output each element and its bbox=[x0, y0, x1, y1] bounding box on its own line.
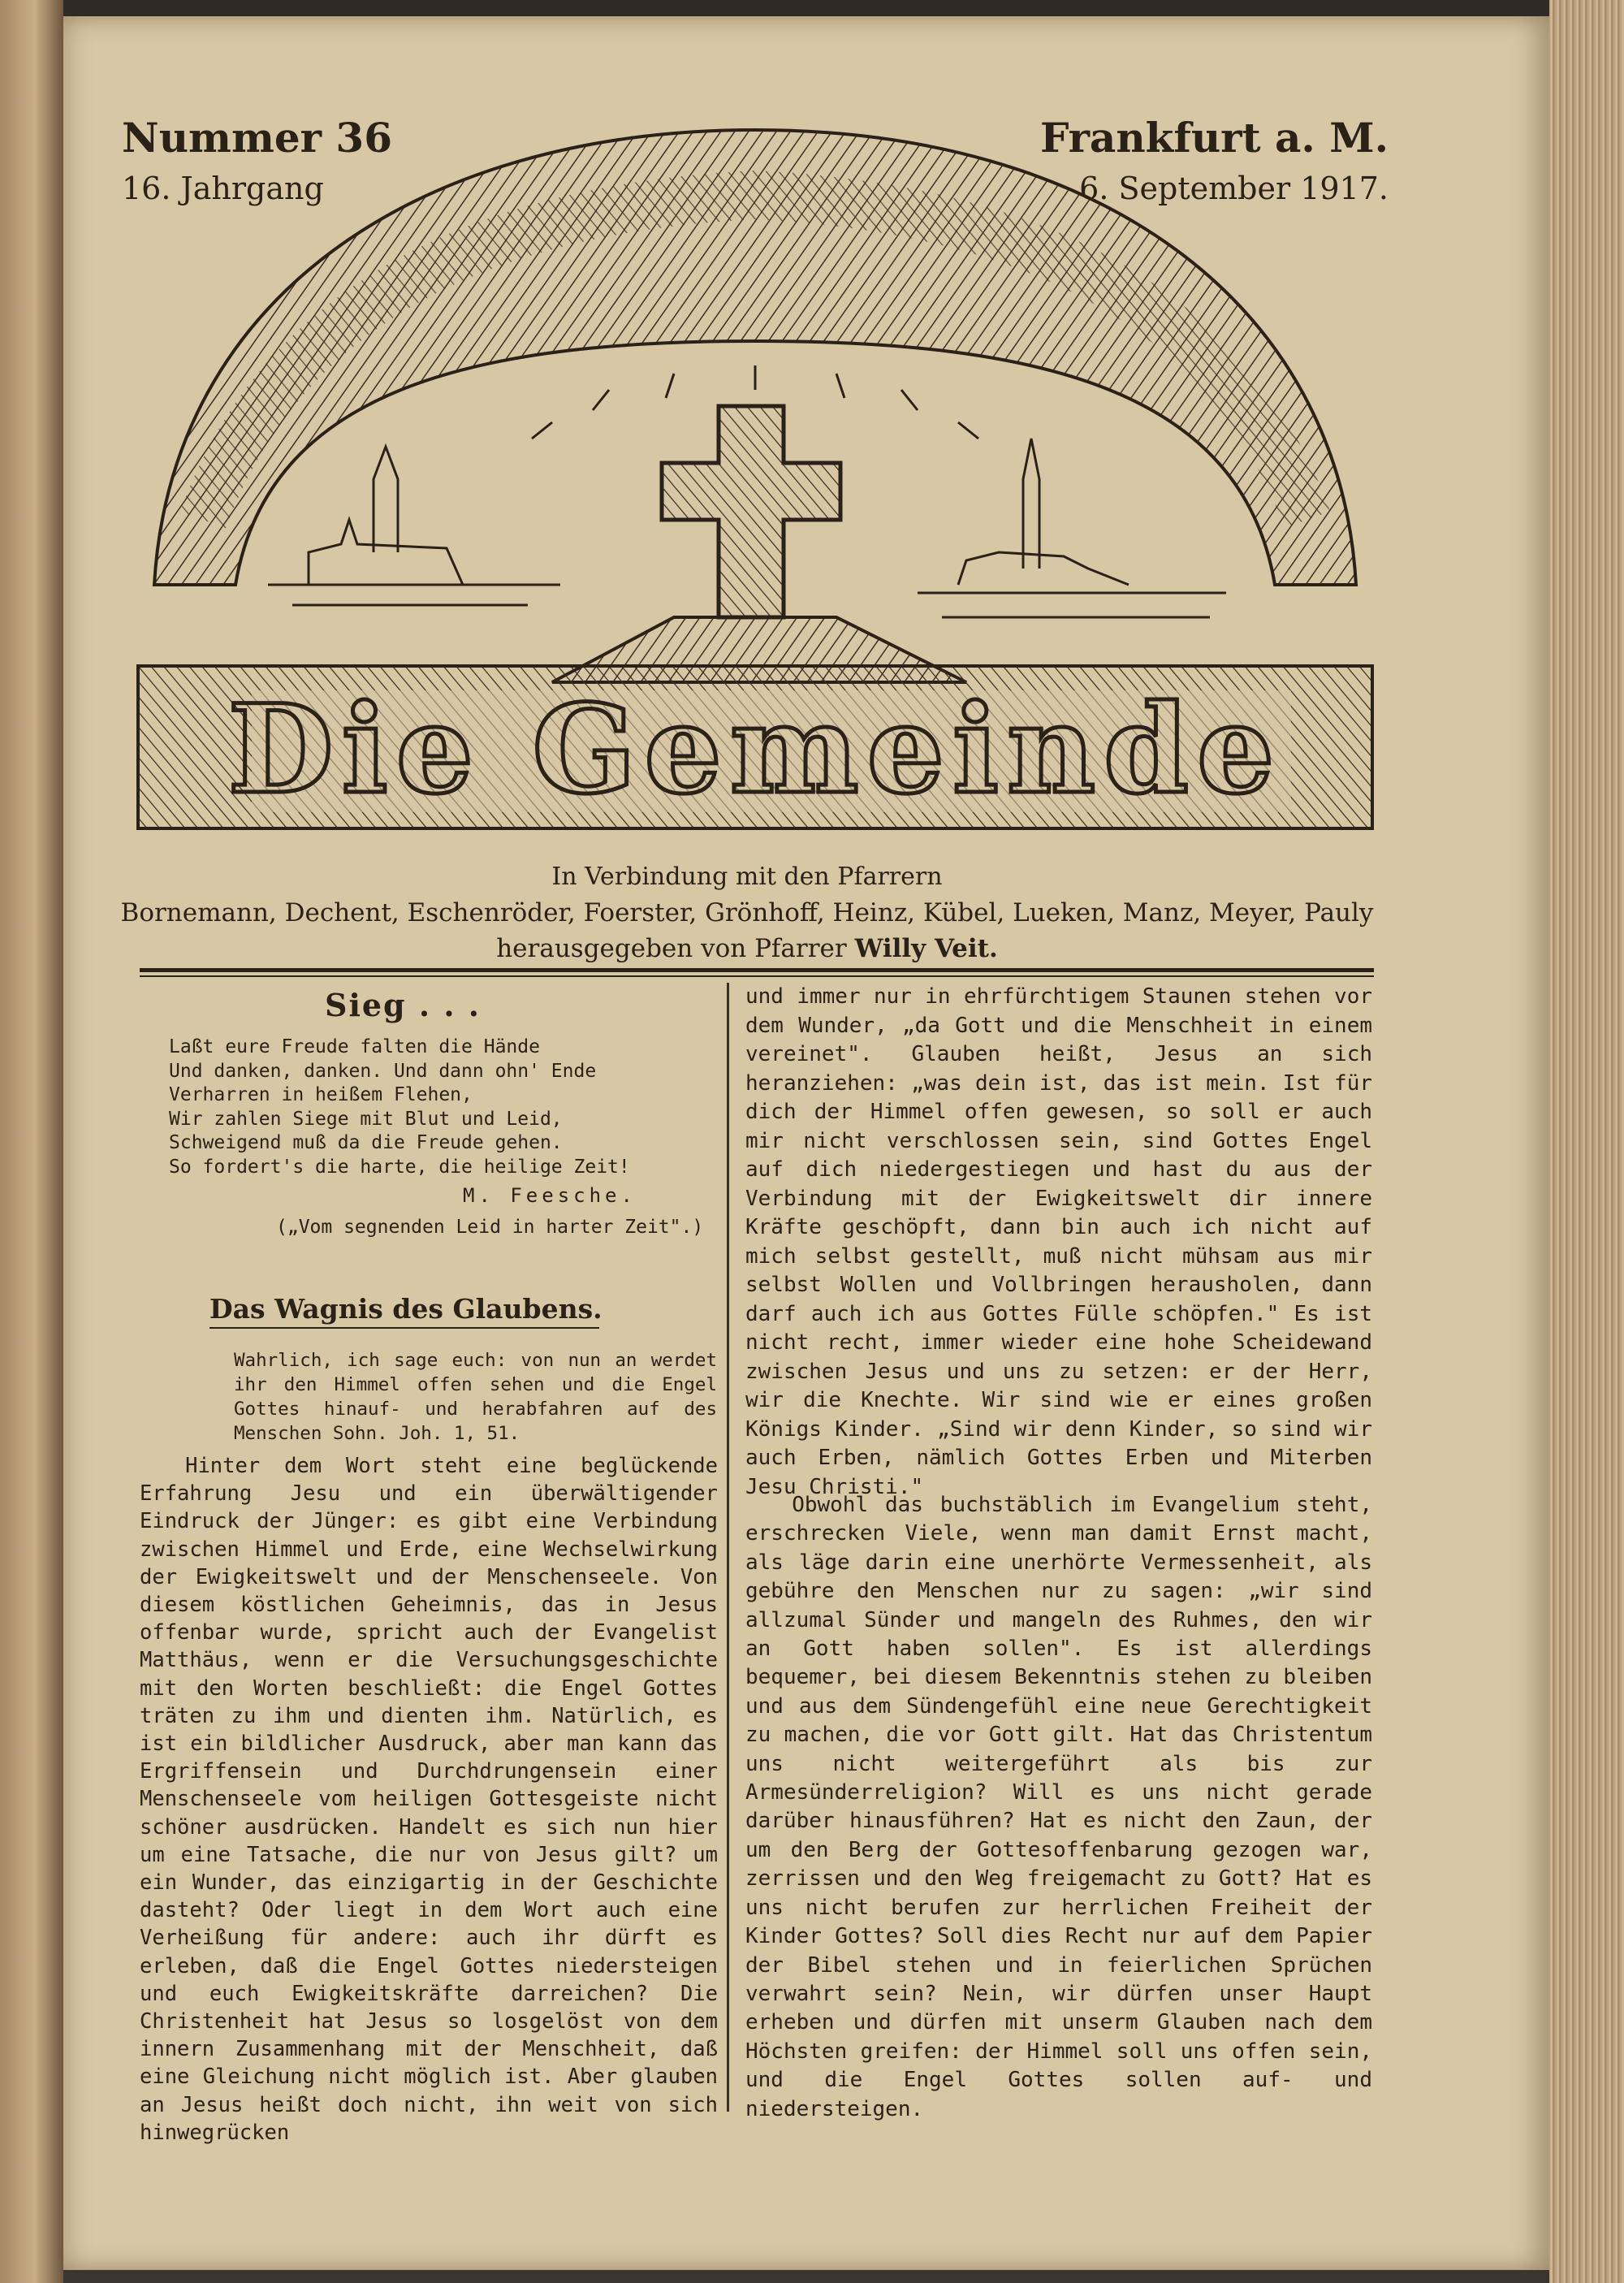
issue-number: Nummer 36 bbox=[122, 114, 393, 162]
city-skyline-right bbox=[918, 439, 1226, 617]
credits-editor-name: Willy Veit. bbox=[854, 934, 998, 963]
poem-title: Sieg . . . bbox=[325, 987, 482, 1023]
article-body-right-2: Obwohl das buchstäblich im Evangelium steht, erschrecken Viele, wenn man damit Ernst macht, als läge darin eine unerhörte Vermessenheit, als gebühre den Menschen nur zu sagen: „wir sind allzumal Sünder und mangeln des Ruhmes, den wir an Gott haben sollen". Es ist allerdings bequemer, bei diesem Bekenntnis stehen zu bleiben und aus dem Sündengefühl eine neue Gerechtigkeit zu machen, die vor Gott gilt. Hat das Christentum uns nicht weitergeführt als bis zur Armesünderreligion? Will es uns nicht gerade darüber hinausführen? Hat es nicht den Zaun, der um den Berg der Gottesoffenbarung gezogen war, zerrissen und den Weg freigemacht zu Gott? Hat es uns nicht berufen zur herrlichen Freiheit der Kinder Gottes? Soll dies Recht nur auf dem Papier der Bibel stehen und in feierlichen Sprüchen verwahrt sein? Nein, wir dürfen unser Haupt erheben und dürfen mit unserm Glauben nach dem Höchsten greifen: der Himmel soll uns offen sein, und die Engel Gottes sollen auf- und niedersteigen. bbox=[745, 1493, 1372, 2121]
header-rule-thin bbox=[140, 975, 1374, 977]
poem-source: („Vom segnenden Leid in harter Zeit".) bbox=[276, 1217, 704, 1238]
credits-pastors: Bornemann, Dechent, Eschenröder, Foerster, Grönhoff, Heinz, Kübel, Lueken, Manz, Meyer, Pauly bbox=[120, 898, 1374, 927]
cross bbox=[662, 406, 840, 617]
column-divider bbox=[727, 983, 729, 2112]
masthead-illustration bbox=[106, 97, 1397, 853]
city-skyline-left bbox=[268, 447, 560, 605]
city: Frankfurt a. M. bbox=[1039, 114, 1389, 162]
credits-editor-prefix: herausgegeben von Pfarrer bbox=[496, 934, 847, 963]
poem-author: M. Feesche. bbox=[463, 1184, 637, 1207]
header-rule-thick bbox=[140, 968, 1374, 972]
article-body-left: Hinter dem Wort steht eine beglückende Erfahrung Jesu und ein überwältigender Eindruck der Jünger: es gibt eine Verbindung zwischen Himmel und Erde, eine Wechselwirkung der Ewigkeitswelt und der Menschenseele. Von diesem köstlichen Geheimnis, das in Jesus offenbar wurde, spricht auch der Evangelist Matthäus, wenn er die Versuchungsgeschichte mit den Worten beschließt: die Engel Gottes träten zu ihm und dienten ihm. Natürlich, es ist ein bildlicher Ausdruck, aber man kann das Ergriffensein und Durchdrungensein einer Menschenseele vom heiligen Gottesgeiste nicht schöner ausdrücken. Handelt es sich nun hier um eine Tatsache, die nur von Jesus gilt? um ein Wunder, das einzigartig in der Geschichte dasteht? Oder liegt in dem Wort auch eine Verheißung für andere: auch ihr dürft es erleben, daß die Engel Gottes niedersteigen und euch Ewigkeitskräfte darreichen? Die Christenheit hat Jesus so losgelöst von dem innern Zusammenhang mit der Menschheit, daß eine Gleichung nicht möglich ist. Aber glauben an Jesus heißt doch nicht, ihn weit von sich hinwegrücken bbox=[140, 1454, 718, 2145]
credits-editor-line bbox=[114, 934, 1380, 963]
article-title-underline bbox=[209, 1327, 599, 1329]
masthead-title: Die Gemeinde bbox=[227, 678, 1283, 821]
credits-intro: In Verbindung mit den Pfarrern bbox=[551, 863, 943, 891]
volume-year: 16. Jahrgang bbox=[122, 171, 324, 206]
scan-top-edge bbox=[0, 0, 1624, 16]
book-spine-left bbox=[0, 0, 63, 2283]
issue-date: 6. September 1917. bbox=[1079, 171, 1389, 206]
book-page-edges bbox=[1549, 0, 1624, 2283]
article-body-right-1: und immer nur in ehrfürchtigem Staunen stehen vor dem Wunder, „da Gott und die Menschheit in einem vereinet". Glauben heißt, Jesus an sich heranziehen: „was dein ist, das ist mein. Ist für dich der Himmel offen gewesen, so soll er auch mir nicht verschlossen sein, sind Gottes Engel auf dich niedergestiegen und hast du aus der Verbindung mit der Ewigkeitswelt dir innere Kräfte geschöpft, dann bin auch ich nicht auf mich selbst gestellt, muß nicht mühsam aus mir selbst Wollen und Vollbringen herausholen, dann darf auch ich aus Gottes Fülle schöpfen." Es ist nicht recht, immer wieder eine hohe Scheidewand zwischen Jesus und uns zu setzen: er der Herr, wir die Knechte. Wir sind wie er eines großen Königs Kinder. „Sind wir denn Kinder, so sind wir auch Erben, nämlich Gottes Erben und Miterben Jesu Christi." bbox=[745, 984, 1372, 1499]
article-title: Das Wagnis des Glaubens. bbox=[209, 1293, 603, 1325]
poem-lines: Laßt eure Freude falten die Hände Und danken, danken. Und dann ohn' Ende Verharren in heißem Flehen, Wir zahlen Siege mit Blut und Leid, Schweigend muß da die Freude gehen. So fordert's die harte, die heilige Zeit! bbox=[169, 1036, 630, 1178]
article-motto: Wahrlich, ich sage euch: von nun an werdet ihr den Himmel offen sehen und die Engel Gottes hinauf- und herabfahren auf des Menschen Sohn. Joh. 1, 51. bbox=[234, 1350, 717, 1444]
